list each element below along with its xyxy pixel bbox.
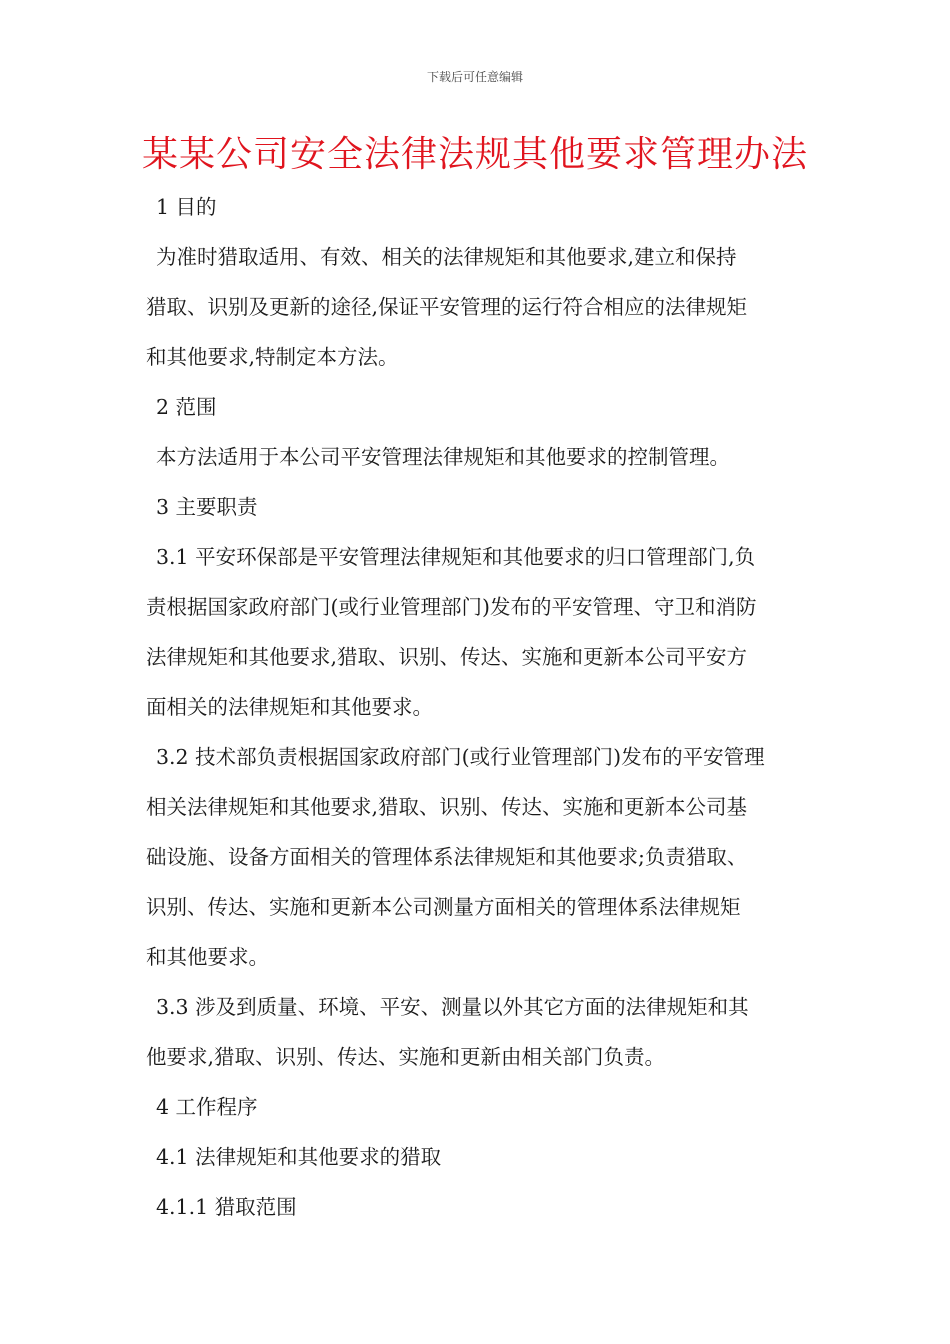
body-line: 和其他要求。 [146, 945, 269, 969]
body-line: 2 范围 [156, 395, 217, 419]
body-line: 面相关的法律规矩和其他要求。 [146, 695, 433, 719]
body-line: 4 工作程序 [156, 1095, 258, 1119]
document-body [146, 182, 808, 1232]
body-line: 础设施、设备方面相关的管理体系法律规矩和其他要求;负责猎取、 [146, 845, 748, 869]
body-line: 本方法适用于本公司平安管理法律规矩和其他要求的控制管理。 [156, 445, 730, 469]
body-line: 3 主要职责 [156, 495, 258, 519]
body-line: 他要求,猎取、识别、传达、实施和更新由相关部门负责。 [146, 1045, 666, 1069]
body-line: 猎取、识别及更新的途径,保证平安管理的运行符合相应的法律规矩 [146, 295, 748, 319]
body-line: 3.2 技术部负责根据国家政府部门(或行业管理部门)发布的平安管理 [156, 745, 765, 769]
body-line: 责根据国家政府部门(或行业管理部门)发布的平安管理、守卫和消防 [146, 595, 757, 619]
body-line: 4.1 法律规矩和其他要求的猎取 [156, 1145, 442, 1169]
body-line: 相关法律规矩和其他要求,猎取、识别、传达、实施和更新本公司基 [146, 795, 748, 819]
body-line: 和其他要求,特制定本方法。 [146, 345, 399, 369]
body-line: 3.3 涉及到质量、环境、平安、测量以外其它方面的法律规矩和其 [156, 995, 749, 1019]
body-line: 识别、传达、实施和更新本公司测量方面相关的管理体系法律规矩 [146, 895, 741, 919]
body-line: 法律规矩和其他要求,猎取、识别、传达、实施和更新本公司平安方 [146, 645, 748, 669]
body-line: 1 目的 [156, 195, 217, 219]
document-title: 某某公司安全法律法规其他要求管理办法 [141, 134, 808, 175]
body-line: 为准时猎取适用、有效、相关的法律规矩和其他要求,建立和保持 [156, 245, 737, 269]
header-note: 下载后可任意编辑 [426, 70, 523, 84]
body-line: 4.1.1 猎取范围 [156, 1195, 297, 1219]
body-line: 3.1 平安环保部是平安管理法律规矩和其他要求的归口管理部门,负 [156, 545, 756, 569]
